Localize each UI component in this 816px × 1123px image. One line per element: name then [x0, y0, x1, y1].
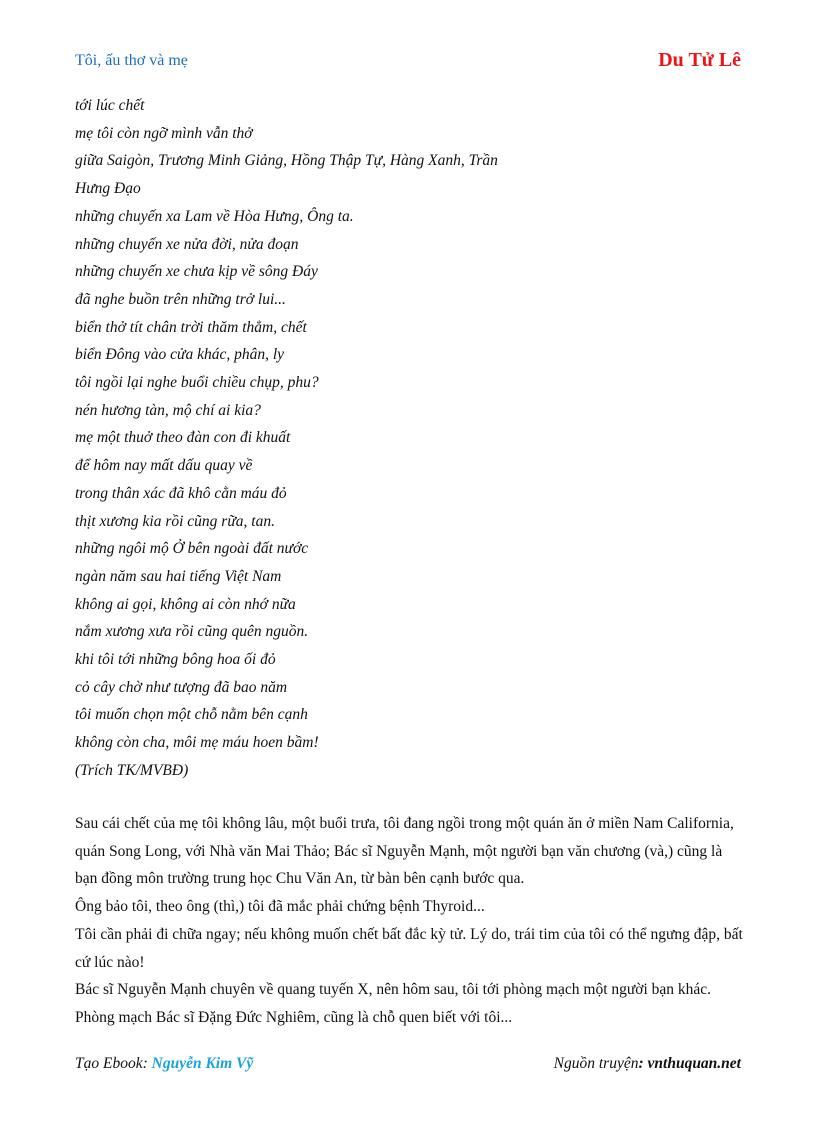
poem-line: Hưng Đạo: [75, 180, 141, 198]
poem-line: những chuyến xa Lam về Hòa Hưng, Ông ta.: [75, 207, 354, 225]
poem-line: những chuyến xe chưa kịp về sông Đáy: [75, 263, 318, 281]
poem-citation: (Trích TK/MVBĐ): [75, 761, 189, 779]
poem-line: không ai gọi, không ai còn nhớ nữa: [75, 595, 296, 613]
source-label: Nguồn truyện: [553, 1055, 639, 1072]
poem-line: mẹ một thuở theo đàn con đi khuất: [75, 429, 291, 447]
paragraph: Sau cái chết của mẹ tôi không lâu, một buổi trưa, tôi đang ngồi trong một quán ăn ở miền Nam California, quán Song Long, với Nhà văn Mai Thảo; Bác sĩ Nguyễn Mạnh, một người bạn văn chương (và,) cũng là bạn đồng môn trường trung học Chu Văn An, từ bàn bên cạnh bước qua.: [75, 815, 734, 888]
poem-line: mẹ tôi còn ngỡ mình vẫn thở: [75, 124, 253, 142]
poem-line: nén hương tàn, mộ chí ai kia?: [75, 401, 261, 419]
ebook-label: Tạo Ebook: [75, 1055, 143, 1072]
poem-line: những chuyến xe nửa đời, nửa đoạn: [75, 235, 299, 253]
book-title: Tôi, ấu thơ và mẹ: [75, 52, 188, 69]
source-site: vnthuquan.net: [647, 1055, 741, 1072]
paragraph: Bác sĩ Nguyễn Mạnh chuyên về quang tuyến X, nên hôm sau, tôi tới phòng mạch một người bạn khác. Phòng mạch Bác sĩ Đặng Đức Nghiêm, cũng là chỗ quen biết với tôi...: [75, 981, 712, 1026]
poem-line: tới lúc chết: [75, 97, 145, 114]
poem-line: biển thở tít chân trời thăm thẳm, chết: [75, 318, 307, 336]
poem-line: cỏ cây chờ như tượng đã bao năm: [75, 678, 288, 696]
poem-line: tôi muốn chọn một chỗ nằm bên cạnh: [75, 706, 308, 724]
poem-line: khi tôi tới những bông hoa ối đỏ: [75, 651, 276, 669]
poem-line: ngàn năm sau hai tiếng Việt Nam: [75, 567, 282, 585]
poem-line: thịt xương kia rồi cũng rữa, tan.: [75, 512, 275, 530]
paragraph: Ông bảo tôi, theo ông (thì,) tôi đã mắc phải chứng bệnh Thyroid...: [75, 898, 485, 916]
poem: [75, 92, 745, 785]
poem-line: tôi ngồi lại nghe buổi chiều chụp, phu?: [75, 374, 319, 392]
poem-line: biển Đông vào cửa khác, phân, ly: [75, 346, 285, 364]
poem-line: để hôm nay mất dấu quay về: [75, 457, 253, 475]
author-name: Du Tử Lê: [658, 49, 741, 71]
poem-line: không còn cha, môi mẹ máu hoen bầm!: [75, 734, 319, 752]
source-credit: [554, 1055, 741, 1073]
poem-line: giữa Saigòn, Trương Minh Giảng, Hồng Thập Tự, Hàng Xanh, Trần: [75, 152, 498, 170]
poem-line: đã nghe buồn trên những trở lui...: [75, 290, 286, 308]
ebook-separator: :: [142, 1055, 152, 1072]
ebook-creator-name: Nguyễn Kim Vỹ: [151, 1055, 254, 1072]
source-separator: :: [638, 1055, 648, 1072]
poem-line: trong thân xác đã khô cằn máu đỏ: [75, 484, 287, 502]
prose-body: [75, 810, 747, 1032]
poem-line: những ngôi mộ Ở bên ngoài đất nước: [75, 540, 309, 558]
ebook-credit: [75, 1055, 253, 1073]
paragraph: Tôi cần phải đi chữa ngay; nếu không muốn chết bất đắc kỳ tử. Lý do, trái tim của tôi có thể ngưng đập, bất cứ lúc nào!: [75, 925, 743, 971]
poem-line: nắm xương xưa rồi cũng quên nguồn.: [75, 623, 309, 641]
